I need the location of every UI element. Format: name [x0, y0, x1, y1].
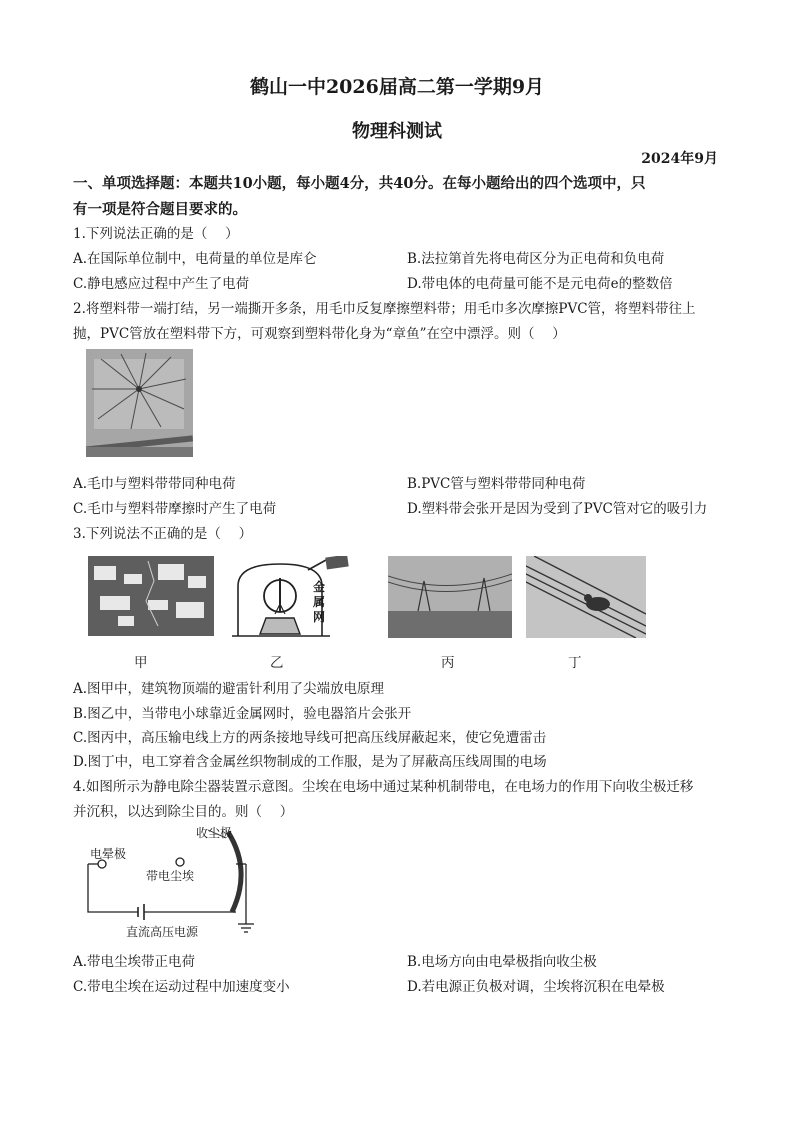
q3-option-a: A.图甲中，建筑物顶端的避雷针利用了尖端放电原理 — [73, 681, 385, 697]
figure-ding-drawing — [526, 556, 646, 638]
q4-option-c: C.带电尘埃在运动过程中加速度变小 — [73, 979, 290, 995]
octopus-photo — [86, 349, 193, 457]
electrostatic-precipitator-diagram — [80, 824, 280, 944]
exam-title: 鹤山一中2026届高二第一学期9月 — [249, 76, 545, 98]
octopus-photo-drawing — [86, 349, 193, 457]
caption-jia: 甲 — [134, 655, 148, 671]
figure-yi-drawing — [230, 556, 360, 638]
q4-stem-line2: 并沉积，以达到除尘目的。则（ ） — [73, 804, 294, 820]
q1-option-a: A.在国际单位制中，电荷量的单位是库仑 — [73, 251, 317, 267]
figure-bing-drawing — [388, 556, 512, 638]
q1-option-b: B.法拉第首先将电荷区分为正电荷和负电荷 — [407, 251, 665, 267]
q4-stem-line1: 4.如图所示为静电除尘器装置示意图。尘埃在电场中通过某种机制带电，在电场力的作用下向收尘极迁移 — [73, 779, 694, 795]
q3-stem: 3.下列说法不正确的是（ ） — [73, 526, 253, 542]
figure-ding-photo — [526, 556, 646, 638]
q4-option-b: B.电场方向由电晕极指向收尘极 — [407, 954, 597, 970]
dc-high-voltage-source-label: 直流高压电源 — [126, 925, 199, 939]
collector-pole-label: 收尘极 — [196, 826, 233, 840]
q2-stem-line2: 抛，PVC管放在塑料带下方，可观察到塑料带化身为“章鱼”在空中漂浮。则（ ） — [73, 326, 566, 342]
section-heading-line1: 一、单项选择题：本题共10小题，每小题4分，共40分。在每小题给出的四个选项中，只 — [73, 175, 646, 192]
corona-pole-label: 电晕极 — [90, 847, 127, 861]
q2-option-d: D.塑料带会张开是因为受到了PVC管对它的吸引力 — [407, 501, 708, 517]
caption-yi: 乙 — [270, 655, 284, 671]
exam-subtitle: 物理科测试 — [352, 121, 442, 142]
section-heading-line2: 有一项是符合题目要求的。 — [73, 201, 247, 218]
q1-stem: 1.下列说法正确的是（ ） — [73, 226, 239, 242]
q4-option-a: A.带电尘埃带正电荷 — [73, 954, 196, 970]
figure-jia-drawing — [88, 556, 214, 636]
q3-option-b: B.图乙中，当带电小球靠近金属网时，验电器箔片会张开 — [73, 706, 412, 722]
caption-ding: 丁 — [568, 655, 582, 671]
figure-yi-diagram — [230, 556, 360, 638]
caption-bing: 丙 — [441, 655, 455, 671]
q2-option-b: B.PVC管与塑料带带同种电荷 — [407, 476, 586, 492]
q1-option-d: D.带电体的电荷量可能不是元电荷e的整数倍 — [407, 276, 673, 292]
figure-bing-photo — [388, 556, 512, 638]
q2-option-a: A.毛巾与塑料带带同种电荷 — [73, 476, 236, 492]
q4-option-d: D.若电源正负极对调，尘埃将沉积在电晕极 — [407, 979, 665, 995]
q1-option-c: C.静电感应过程中产生了电荷 — [73, 276, 250, 292]
metal-net-label-3: 网 — [313, 610, 326, 624]
q2-option-c: C.毛巾与塑料带摩擦时产生了电荷 — [73, 501, 277, 517]
q2-stem-line1: 2.将塑料带一端打结，另一端撕开多条，用毛巾反复摩擦塑料带；用毛巾多次摩擦PVC管，将塑料带往上 — [73, 301, 696, 317]
q3-option-c: C.图丙中，高压输电线上方的两条接地导线可把高压线屏蔽起来，使它免遭雷击 — [73, 730, 547, 746]
q3-option-d: D.图丁中，电工穿着含金属丝织物制成的工作服，是为了屏蔽高压线周围的电场 — [73, 754, 547, 770]
charged-dust-label: 带电尘埃 — [146, 869, 195, 883]
exam-date: 2024年9月 — [641, 151, 718, 167]
metal-net-label-1: 金 — [313, 580, 326, 594]
metal-net-label-2: 属 — [313, 595, 326, 609]
figure-jia-photo — [88, 556, 214, 636]
